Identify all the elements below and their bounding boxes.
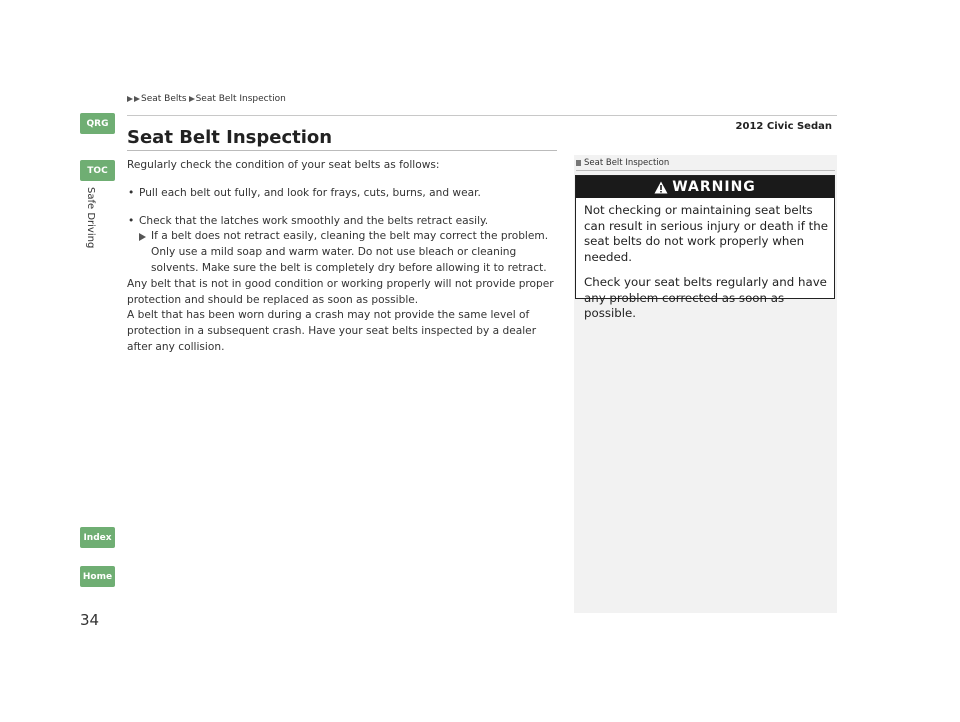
note-marker-icon [576,160,581,166]
sub-note [139,229,559,276]
breadcrumb [127,94,288,104]
bullet-icon: • [128,186,135,199]
page-title: Seat Belt Inspection [127,127,333,148]
paragraph: Any belt that is not in good condition or working properly will not provide proper protection and should be replaced as soon as possible. [127,277,554,306]
breadcrumb-arrow-icon [134,96,140,102]
bullet-icon: • [128,214,135,227]
paragraph: A belt that has been worn during a crash may not provide the same level of protection in a subsequent crash. Have your seat belts inspected by a dealer after any collision. [127,309,537,353]
side-heading [576,158,669,168]
main-content [127,158,559,356]
page-number: 34 [80,611,100,629]
header-divider [127,115,837,116]
arrow-icon [139,233,146,241]
side-heading-text: Seat Belt Inspection [584,158,670,168]
qrg-button[interactable]: QRG [80,113,115,134]
intro-text: Regularly check the condition of your seat belts as follows: [127,159,440,171]
section-label: Safe Driving [85,187,96,249]
breadcrumb-arrow-icon [127,96,133,102]
warning-header [576,176,834,198]
sub-note-text: If a belt does not retract easily, cleaning the belt may correct the problem. Only use a mild soap and warm water. Do not use bleach or cleaning solvents. Make sure the belt is completely dry before allowing it to retract. [151,230,549,274]
warning-box [575,175,835,320]
home-button[interactable]: Home [80,566,115,587]
index-button[interactable]: Index [80,527,115,548]
warning-triangle-icon [654,181,668,194]
toc-button[interactable]: TOC [80,160,115,181]
warning-text: Not checking or maintaining seat belts can result in serious injury or death if the seat belts do not work properly when needed. [584,203,828,264]
breadcrumb-arrow-icon [189,96,195,102]
list-item [127,214,559,277]
list-item-text: Pull each belt out fully, and look for frays, cuts, burns, and wear. [139,186,481,199]
list-item [127,186,559,202]
breadcrumb-link-seat-belts[interactable]: Seat Belts [141,94,187,104]
list-item-text: Check that the latches work smoothly and the belts retract easily. [139,214,489,227]
breadcrumb-current: Seat Belt Inspection [195,94,286,104]
side-divider [576,170,835,171]
title-divider [127,150,557,151]
model-name: 2012 Civic Sedan [735,121,832,132]
warning-body [584,203,832,322]
warning-text: Check your seat belts regularly and have any problem corrected as soon as possible. [584,275,827,320]
warning-label: WARNING [672,179,756,195]
